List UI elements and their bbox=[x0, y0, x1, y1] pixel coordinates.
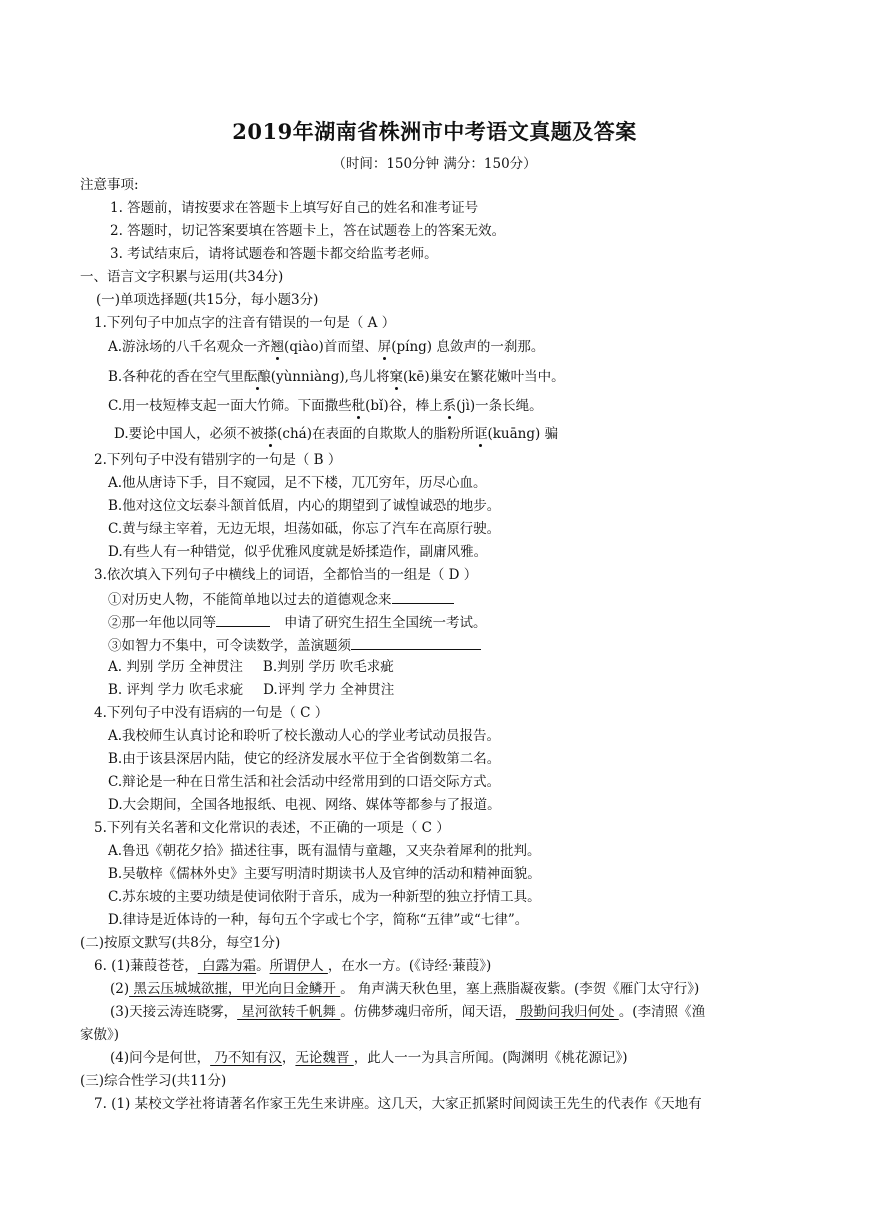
option-d bbox=[114, 425, 558, 443]
option-d: D.大会期间，全国各地报纸、电视、网络、媒体等都参与了报道。 bbox=[108, 797, 501, 813]
option-a bbox=[108, 338, 544, 356]
option-a: A.鲁迅《朝花夕拾》描述往事，既有温情与童趣，又夹杂着犀利的批判。 bbox=[108, 843, 541, 859]
option-a: A. 判别 学历 全神贯注 bbox=[108, 659, 243, 675]
sentence-1 bbox=[108, 589, 454, 609]
q7-line-1: 7. (1) 某校文学社将请著名作家王先生来讲座。这几天，大家正抓紧时间阅读王先生的代表作《天地有 bbox=[94, 1096, 702, 1112]
answer: 星河欲转千帆舞 bbox=[237, 1004, 341, 1020]
fill-blank bbox=[351, 635, 481, 650]
answer: 乃不知有汉 bbox=[210, 1050, 282, 1066]
text: (kē)巢安在繁花嫩叶当中。 bbox=[402, 369, 565, 385]
dotted-char: 系 bbox=[442, 398, 457, 414]
answer: 无论魏晋 bbox=[295, 1050, 354, 1066]
text: (4)问今是何世， bbox=[110, 1050, 211, 1066]
text: (kuāng) 骗 bbox=[487, 426, 559, 442]
text: ，此人一一为具言所闻。(陶渊明《桃花源记》) bbox=[353, 1050, 628, 1066]
text: (yùnniàng),鸟儿将 bbox=[270, 369, 390, 385]
notice-item: 2. 答题时，切记答案要填在答题卡上，答在试题卷上的答案无效。 bbox=[110, 223, 506, 239]
text: (píng) 息敛声的一刹那。 bbox=[391, 339, 545, 355]
dotted-char: 秕 bbox=[351, 398, 366, 414]
question-stem: 1.下列句子中加点字的注音有错误的一句是（ A ） bbox=[94, 315, 396, 331]
options-row bbox=[108, 658, 394, 676]
dotted-char: 酝酿 bbox=[243, 369, 271, 385]
notice-item: 1. 答题前，请按要求在答题卡上填写好自己的姓名和准考证号 bbox=[110, 200, 479, 216]
text: C.用一枝短棒支起一面大竹筛。下面撒些 bbox=[108, 398, 352, 414]
options-row bbox=[108, 681, 394, 699]
section-heading: (二)按原文默写(共8分，每空1分) bbox=[80, 935, 281, 951]
part-heading: 一、语言文字积累与运用(共34分) bbox=[80, 269, 284, 285]
option-d: D.有些人有一种错觉，似乎优雅风度就是娇揉造作，副庸风雅。 bbox=[108, 544, 488, 560]
dotted-char: 屏 bbox=[377, 339, 392, 355]
dotted-char: 翘 bbox=[270, 339, 285, 355]
option-a: A.我校师生认真讨论和聆听了校长激动人心的学业考试动员报告。 bbox=[108, 728, 501, 744]
q6-line-2 bbox=[110, 980, 699, 998]
text: 。仿佛梦魂归帝所，闻天语， bbox=[340, 1004, 516, 1020]
question-stem: 4.下列句子中没有语病的一句是（ C ） bbox=[94, 705, 329, 721]
q6-line-1 bbox=[94, 957, 491, 975]
text: (bǐ)谷，棒上 bbox=[365, 398, 443, 414]
notice-heading: 注意事项: bbox=[80, 177, 139, 193]
text: ①对历史人物，不能简单地以过去的道德观念来 bbox=[108, 592, 392, 608]
option-b: B.吴敬梓《儒林外史》主要写明清时期读书人及官绅的活动和精神面貌。 bbox=[108, 866, 541, 882]
exam-info: （时间：150分钟 满分：150分） bbox=[332, 156, 537, 172]
dotted-char: 窠 bbox=[389, 369, 403, 385]
option-d: D.评判 学力 全神贯注 bbox=[263, 682, 395, 698]
question-stem: 3.依次填入下列句子中横线上的词语，全都恰当的一组是（ D ） bbox=[94, 567, 478, 583]
text: (qiào)首而望、 bbox=[284, 339, 378, 355]
sentence-2 bbox=[108, 612, 487, 632]
text: ，在水一方。(《诗经·蒹葭》) bbox=[327, 958, 492, 974]
option-b: B.他对这位文坛泰斗颔首低眉，内心的期望到了诚惶诚恐的地步。 bbox=[108, 498, 501, 514]
text: 申请了研究生招生全国统一考试。 bbox=[284, 615, 487, 631]
answer: 黑云压城城欲摧，甲光向日金鳞开 bbox=[129, 981, 341, 997]
option-c: B. 评判 学力 吹毛求疵 bbox=[108, 682, 244, 698]
sentence-3 bbox=[108, 635, 481, 655]
text: D.要论中国人，必须不被 bbox=[114, 426, 264, 442]
text: ②那一年他以同等 bbox=[108, 615, 216, 631]
fill-blank bbox=[216, 612, 270, 627]
text: (2) bbox=[110, 981, 130, 997]
page-title: 2019年湖南省株洲市中考语文真题及答案 bbox=[232, 119, 637, 144]
question-stem: 5.下列有关名著和文化常识的表述，不正确的一项是（ C ） bbox=[94, 820, 450, 836]
text: 6. (1)蒹葭苍苍， bbox=[94, 958, 198, 974]
text: (3)天接云涛连晓雾， bbox=[110, 1004, 238, 1020]
text: 。(李清照《渔 bbox=[618, 1004, 706, 1020]
option-c: C.辩论是一种在日常生活和社会活动中经常用到的口语交际方式。 bbox=[108, 774, 501, 790]
text: A.游泳场的八千名观众一齐 bbox=[108, 339, 271, 355]
dotted-char: 诓 bbox=[473, 426, 488, 442]
answer: 所谓伊人 bbox=[269, 958, 328, 974]
answer: 殷勤问我归何处 bbox=[515, 1004, 619, 1020]
text: B.各种花的香在空气里 bbox=[108, 369, 244, 385]
answer: 白露为霜 bbox=[197, 958, 257, 974]
text: 。 角声满天秋色里，塞上燕脂凝夜紫。(李贺《雁门太守行》) bbox=[340, 981, 700, 997]
text: 。 bbox=[256, 958, 270, 974]
notice-item: 3. 考试结束后，请将试题卷和答题卡都交给监考老师。 bbox=[110, 246, 438, 262]
text: (jì)一条长绳。 bbox=[456, 398, 543, 414]
text: (chá)在表面的自欺欺人的脂粉所 bbox=[277, 426, 474, 442]
text: ， bbox=[281, 1050, 296, 1066]
section-heading: (一)单项选择题(共15分，每小题3分) bbox=[96, 292, 319, 308]
option-b: B.由于该县深居内陆，使它的经济发展水平位于全省倒数第二名。 bbox=[108, 751, 501, 767]
q6-line-4 bbox=[110, 1049, 628, 1067]
q6-line-3-cont: 家傲》) bbox=[80, 1027, 120, 1043]
option-b bbox=[108, 368, 565, 386]
dotted-char: 搽 bbox=[263, 426, 278, 442]
option-b: B.判别 学历 吹毛求疵 bbox=[262, 659, 394, 675]
option-c bbox=[108, 397, 543, 415]
text: ③如智力不集中，可令读数学，盖演题须 bbox=[108, 638, 351, 654]
option-c: C.黄与绿主宰着，无边无垠，坦荡如砥，你忘了汽车在高原行驶。 bbox=[108, 521, 501, 537]
question-stem: 2.下列句子中没有错别字的一句是（ B ） bbox=[94, 452, 342, 468]
fill-blank bbox=[392, 589, 454, 604]
option-d: D.律诗是近体诗的一种，每句五个字或七个字，简称“五律”或“七律”。 bbox=[108, 912, 529, 928]
section-heading: (三)综合性学习(共11分) bbox=[80, 1073, 227, 1089]
option-c: C.苏东坡的主要功绩是使词依附于音乐，成为一种新型的独立抒情工具。 bbox=[108, 889, 541, 905]
q6-line-3 bbox=[110, 1003, 705, 1021]
option-a: A.他从唐诗下手，目不窥园，足不下楼，兀兀穷年，历尽心血。 bbox=[108, 475, 487, 491]
